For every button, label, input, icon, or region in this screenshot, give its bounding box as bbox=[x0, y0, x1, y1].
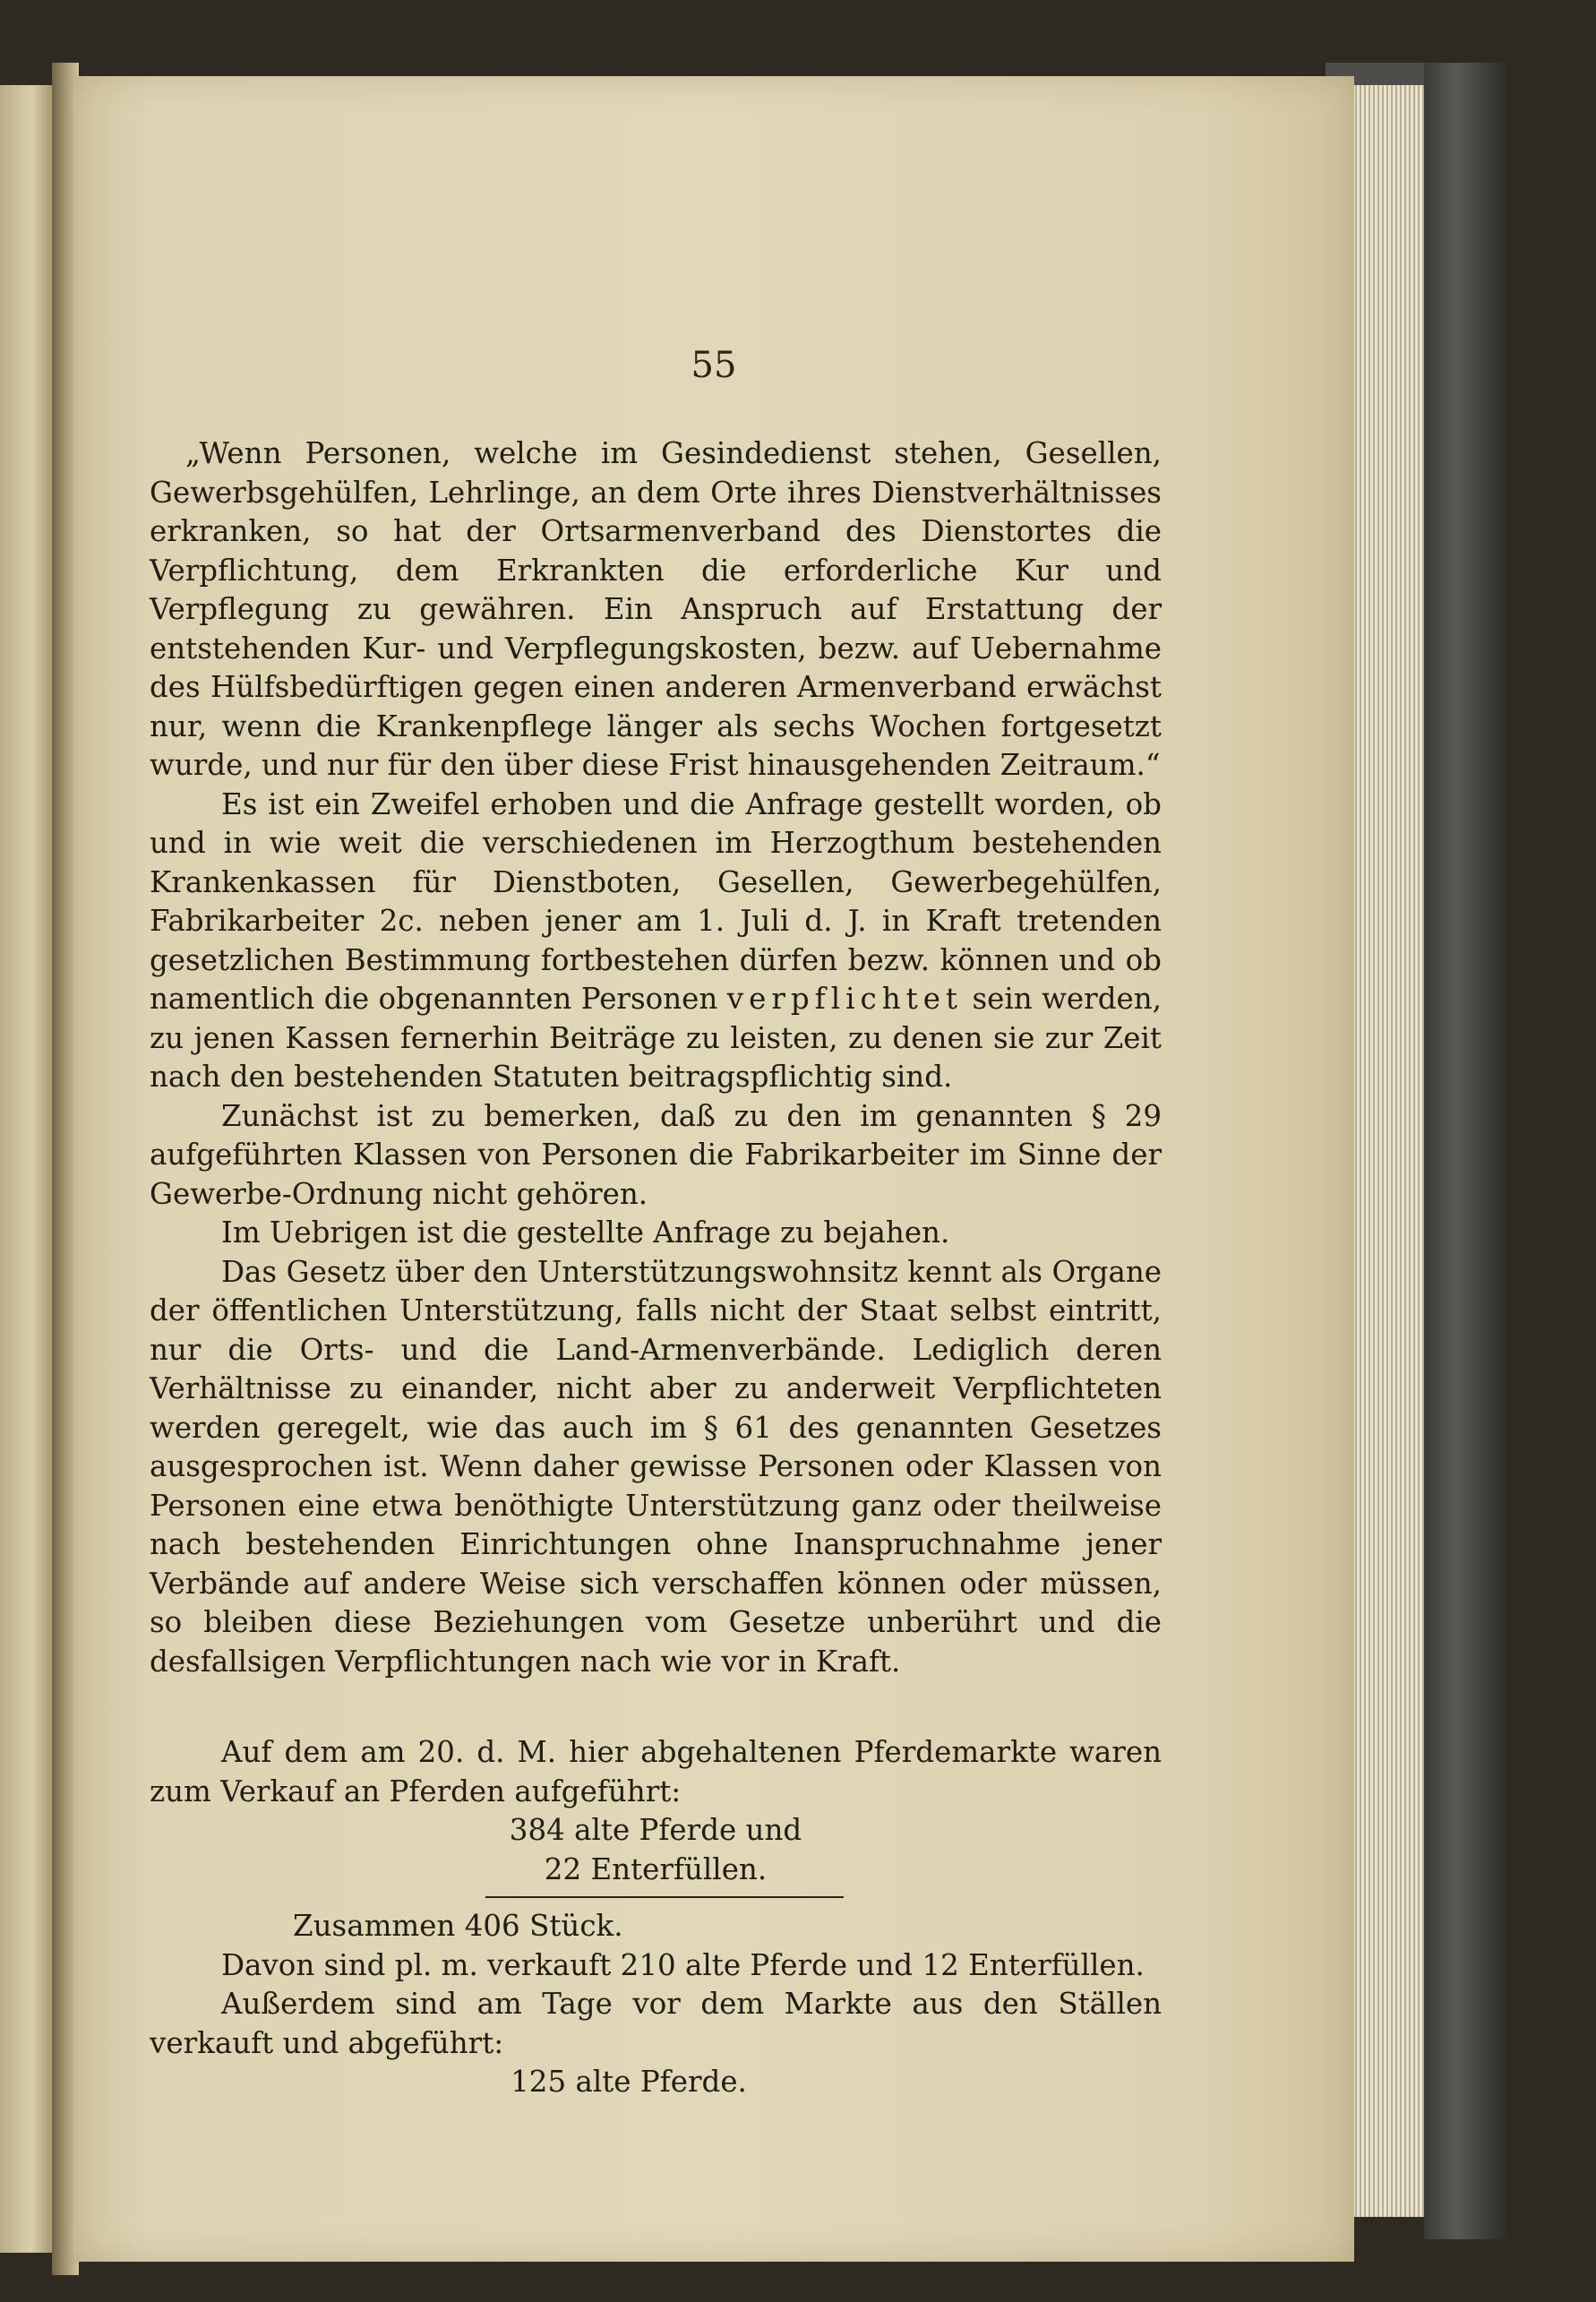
page-stack-edge bbox=[1343, 85, 1424, 2217]
paragraph-question-tail: sein werden, zu jenen Kassen fernerhin Beiträge zu leisten, zu denen sie zur Zeit nach den bestehenden Statuten beitragspflichtig sind. bbox=[150, 982, 1162, 1094]
paragraph-question-head: Es ist ein Zweifel erhoben und die Anfrage gestellt worden, ob und in wie weit die verschiedenen im Herzogthum bestehenden Krankenkassen für Dienstboten, Gesellen, Gewerbegehülfen, Fabrikarbeiter 2c. neben jener am 1. Juli d. J. in Kraft tretenden gesetzlichen Bestimmung fortbestehen dürfen bezw. können und ob namentlich die obgenannten Personen bbox=[150, 786, 1162, 1016]
page bbox=[73, 76, 1354, 2262]
page-number: 55 bbox=[691, 345, 737, 386]
paragraph-answer: Im Uebrigen ist die gestellte Anfrage zu bejahen. bbox=[221, 1215, 950, 1250]
paragraph-remark: Zunächst ist zu bemerken, daß zu den im genannten § 29 aufgeführten Klassen von Personen die Fabrikarbeiter im Sinne der Gewerbe-Ordnung nicht gehören. bbox=[150, 1098, 1162, 1211]
market-also: Außerdem sind am Tage vor dem Markte aus den Ställen verkauft und abgeführt: bbox=[150, 1987, 1162, 2060]
book-cover-edge bbox=[1424, 63, 1506, 2239]
section-gap bbox=[150, 1681, 1162, 1733]
quoted-paragraph: „Wenn Personen, welche im Gesindedienst stehen, Gesellen, Gewerbsgehülfen, Lehrlinge, an dem Orte ihres Dienstverhältnisses erkranken, so hat der Ortsarmenverband des Dienstortes die Verpflichtung, dem Erkrankten die erforderliche Kur und Verpflegung zu gewähren. Ein Anspruch auf Erstattung der entstehenden Kur- und Verpflegungskosten, bezw. auf Uebernahme des Hülfsbedürftigen gegen einen anderen Armenverband erwächst nur, wenn die Krankenpflege länger als sechs Wochen fortgesetzt wurde, und nur für den über diese Frist hinausgehenden Zeitraum.“ bbox=[150, 436, 1162, 782]
market-row: 22 Enterfüllen. bbox=[544, 1851, 768, 1886]
sum-rule bbox=[485, 1896, 844, 1898]
market-intro: Auf dem am 20. d. M. hier abgehaltenen Pferdemarkte waren zum Verkauf an Pferden aufgeführt: bbox=[150, 1735, 1162, 1808]
spaced-word: verpflichtet bbox=[726, 982, 963, 1016]
market-also-value: 125 alte Pferde. bbox=[511, 2065, 747, 2099]
paragraph-law: Das Gesetz über den Unterstützungswohnsitz kennt als Organe der öffentlichen Unterstützung, falls nicht der Staat selbst eintritt, nur die Orts- und die Land-Armenverbände. Lediglich deren Verhältnisse zu einander, nicht aber zu anderweit Verpflichteten werden geregelt, wie das auch im § 61 des genannten Gesetzes ausgesprochen ist. Wenn daher gewisse Personen oder Klassen von Personen eine etwa benöthigte Unterstützung ganz oder theilweise nach bestehenden Einrichtungen ohne Inanspruchnahme jener Verbände auf andere Weise sich verschaffen können oder müssen, so bleiben diese Beziehungen vom Gesetze unberührt und die desfallsigen Verpflichtungen nach wie vor in Kraft. bbox=[150, 1254, 1162, 1679]
market-sold: Davon sind pl. m. verkauft 210 alte Pferde und 12 Enterfüllen. bbox=[221, 1947, 1145, 1982]
market-total: Zusammen 406 Stück. bbox=[293, 1909, 623, 1943]
left-page-edge bbox=[0, 85, 52, 2253]
market-row: 384 alte Pferde und bbox=[509, 1813, 802, 1847]
paragraph-question bbox=[150, 786, 1162, 1097]
body-text bbox=[150, 434, 1162, 2102]
market-list bbox=[150, 1811, 1162, 1889]
